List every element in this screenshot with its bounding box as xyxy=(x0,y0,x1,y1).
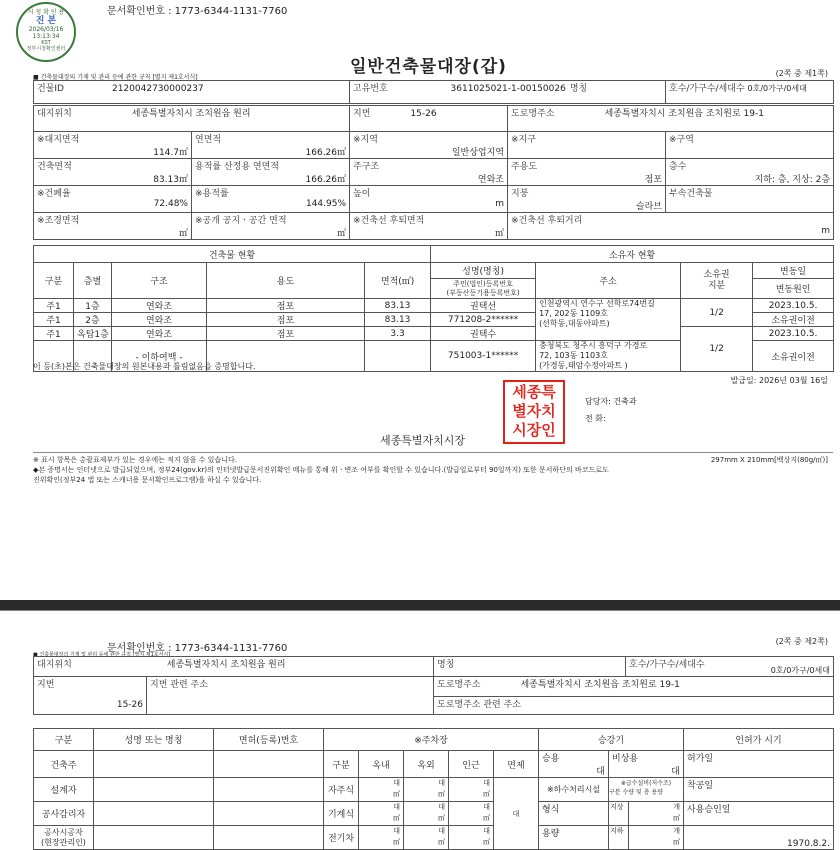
owner-regno: 751003-1****** xyxy=(431,341,536,372)
setback-distance: m xyxy=(821,226,831,236)
main-structure: 연와조 xyxy=(477,175,505,185)
units-cell: 호수/가구수/세대수 0호/0가구/0세대 xyxy=(626,657,834,677)
road-address-cell: 도로명주소 세종특별자치시 조치원읍 조치원로 19-1 xyxy=(434,677,834,697)
page2-detail-table: 구분 성명 또는 명칭 면허(등록)번호 ※주차장 승강기 인허가 시기 건축주 구분 옥내 옥외 인근 면제 승용 대 비상용 대 허가일 설계자 자주식 대 ㎡ 대 ㎡ 대 ㎡ 대 ※하수처리시설 ※급수설비(저수조) 구분 수량 및 총 용량 착공일 공사감리자 기계식 대 ㎡ 대 ㎡ 대 ㎡ 형식 지상 개 ㎡ 사용승인일 공사시공자 (현장관리인) 전기차 대 ㎡ 대 ㎡ 대 ㎡ 용량 지하 개 ㎡ 1970.8.2. xyxy=(33,728,834,850)
far-cell: ※용적률 144.95% xyxy=(192,186,350,213)
roof-cell: 지붕 슬라브 xyxy=(508,186,666,213)
road-address: 세종특별자치시 조치원읍 조치원로 19-1 xyxy=(604,109,764,119)
site-area-cell: ※대지면적 114.7㎡ xyxy=(34,132,192,159)
far-area: 166.26㎡ xyxy=(305,175,347,185)
lot-related-cell: 지번 관련 주소 xyxy=(147,677,434,715)
page-separator xyxy=(0,600,840,611)
building-id-cell: 건물ID 2120042730000237 xyxy=(34,81,350,105)
row-label-supervisor: 공사감리자 xyxy=(34,802,94,826)
col-header-use: 용도 xyxy=(207,263,365,299)
permit-title: 인허가 시기 xyxy=(684,729,834,751)
owner-address: 인천광역시 연수구 선학로74번길 17, 202동 1109호 (선학동,대동아파트) xyxy=(536,299,681,341)
permit-date-cell: 허가일 xyxy=(684,751,834,778)
col-header-address: 주소 xyxy=(536,263,681,299)
status-table xyxy=(33,245,834,372)
floors-cell: 층수 지하: 층, 지상: 2층 xyxy=(666,159,834,186)
footer-note-2: ◆본 증명서는 인터넷으로 발급되었으며, 정부24(gov.kr)의 인터넷발급문서진위확인 메뉴를 통해 위ㆍ변조 여부를 확인할 수 있습니다.(발급일로부터 90일까지) 또한 문서하단의 바코드로도 xyxy=(33,466,609,474)
approval-date-cell: 사용승인일 xyxy=(684,802,834,826)
water-supply-cell: ※급수설비(저수조) 구분 수량 및 총 용량 xyxy=(609,778,684,802)
seal-top-text: 시 청 확 인 용 xyxy=(27,9,65,16)
start-date-cell: 착공일 xyxy=(684,778,834,802)
site-location-cell: 대지위치 세종특별자치시 조치원읍 원리 xyxy=(34,105,350,132)
district-cell: ※지구 xyxy=(508,132,666,159)
owner-change-cause: 소유권이전 xyxy=(753,341,834,372)
name-cell: 명칭 xyxy=(434,657,626,677)
legal-basis: ■ 건축물대장의 기재 및 관리 등에 관한 규칙 [별지 제1호서식] xyxy=(33,74,198,81)
col-header-license: 면허(등록)번호 xyxy=(214,729,324,751)
table-row: 주1 1층 연와조 점포 83.13 권택선 인천광역시 연수구 선학로74번길 17, 202동 1109호 (선학동,대동아파트) 1/2 2023.10.5. xyxy=(34,299,834,313)
seal-tz: KST xyxy=(41,40,51,46)
owner-regno: 771208-2****** xyxy=(431,313,536,327)
owner-share: 1/2 xyxy=(681,327,753,372)
footer-note-3: 진위확인(정부24 앱 또는 스캐너용 문서확인프로그램)을 하실 수 있습니다. xyxy=(33,476,262,484)
type-label: 형식 xyxy=(539,802,609,826)
page-2 xyxy=(0,611,840,849)
building-area-cell: 건축면적 83.13㎡ xyxy=(34,159,192,186)
official-stamp: 세종특 별자치 시장인 xyxy=(503,380,565,444)
open-space-cell: ※공개 공지ㆍ공간 면적 ㎡ xyxy=(192,213,350,240)
page-title: 일반건축물대장(갑) xyxy=(350,57,507,77)
units-cell: 호수/가구수/세대수 0호/0가구/0세대 xyxy=(666,81,834,105)
sector-cell: ※구역 xyxy=(666,132,834,159)
unique-no-cell: 3611025021-1-00150026 명칭 xyxy=(508,81,666,105)
col-header-floor: 층별 xyxy=(74,263,112,299)
seal-time: 13:13:34 xyxy=(32,33,60,40)
owner-status-title: 소유자 현황 xyxy=(431,246,834,263)
end-mark: - 이하여백 - xyxy=(112,341,207,372)
legal-basis: ■ 건축물대장의 기재 및 관리 등에 관한 규칙 [별지 제1호서식] xyxy=(33,652,171,658)
open-space-area: ㎡ xyxy=(337,229,347,239)
summary-table xyxy=(33,80,834,240)
seal-bottom-text: 정부시청확인센터 xyxy=(26,46,66,52)
landscape-area: ㎡ xyxy=(178,229,188,239)
building-id: 2120042730000237 xyxy=(111,84,204,94)
road-related-cell: 도로명주소 관련 주소 xyxy=(434,697,834,715)
row-label-designer: 설계자 xyxy=(34,778,94,802)
contact-department: 담당자: 건축과 xyxy=(585,397,637,406)
building-status-title: 건축물 현황 xyxy=(34,246,431,263)
road-address-cell: 도로명주소 세종특별자치시 조치원읍 조치원로 19-1 xyxy=(508,105,834,132)
building-area: 83.13㎡ xyxy=(153,175,188,185)
seal-mark: 진 본 xyxy=(35,16,57,26)
landscape-cell: ※조경면적 ㎡ xyxy=(34,213,192,240)
main-use: 점포 xyxy=(644,175,663,185)
page-info: (2쪽 중 제1쪽) xyxy=(775,69,828,78)
col-header-area: 면적(㎡) xyxy=(365,263,431,299)
issuer: 세종특별자치시장 xyxy=(380,434,466,447)
site-location: 세종특별자치시 조치원읍 원리 xyxy=(166,660,286,670)
col-header-name: 성명 또는 명칭 xyxy=(94,729,214,751)
setback-area: ㎡ xyxy=(495,229,505,239)
elevator-emergency: 비상용 대 xyxy=(609,751,684,778)
page2-header-table xyxy=(33,656,834,715)
issue-date: 발급일: 2026년 03월 16일 xyxy=(730,376,828,385)
bcr-cell: ※건폐율 72.48% xyxy=(34,186,192,213)
zone: 일반상업지역 xyxy=(451,148,505,158)
elevator-title: 승강기 xyxy=(539,729,684,751)
zone-cell: ※지역 일반상업지역 xyxy=(350,132,508,159)
col-header-change-date: 변동일 xyxy=(753,263,834,279)
col-header-category: 구분 xyxy=(34,263,74,299)
page-info: (2쪽 중 제2쪽) xyxy=(775,637,828,646)
lot-number: 15-26 xyxy=(410,109,437,119)
annex-cell: 부속건축물 xyxy=(666,186,834,213)
site-location: 세종특별자치시 조치원읍 원리 xyxy=(131,109,251,119)
total-area-cell: 연면적 166.26㎡ xyxy=(192,132,350,159)
parking-title: ※주차장 xyxy=(324,729,539,751)
doc-confirm-number: 문서확인번호 : 1773-6344-1131-7760 xyxy=(107,6,288,17)
approval-date: 1970.8.2. xyxy=(684,826,834,850)
owner-name: 권택수 xyxy=(431,327,536,341)
height: m xyxy=(495,199,505,209)
lot-cell: 지번 15-26 xyxy=(350,105,508,132)
setback-area-cell: ※건축선 후퇴면적 ㎡ xyxy=(350,213,508,240)
floors: 지하: 층, 지상: 2층 xyxy=(754,175,831,185)
table-row: 주1 옥탑1층 연와조 점포 3.3 권택수 1/2 2023.10.5. xyxy=(34,327,834,341)
doc-confirm-number: 문서확인번호 : 1773-6344-1131-7760 xyxy=(107,643,288,654)
setback-dist-cell: ※건축선 후퇴거리 m xyxy=(508,213,834,240)
col-header-share: 소유권 지분 xyxy=(681,263,753,299)
footer-divider xyxy=(33,452,833,453)
certify-text: 이 등(초)본은 건축물대장의 원본내용과 틀림없음을 증명합니다. xyxy=(33,362,256,371)
contact-phone: 전 화: xyxy=(585,414,606,423)
row-label-owner: 건축주 xyxy=(34,751,94,778)
floor-area-ratio: 144.95% xyxy=(305,199,347,209)
verification-seal xyxy=(16,2,76,62)
owner-change-date: 2023.10.5. xyxy=(753,299,834,313)
height-cell: 높이 m xyxy=(350,186,508,213)
site-location-cell: 대지위치 세종특별자치시 조치원읍 원리 xyxy=(34,657,434,677)
table-row: 주1 2층 연와조 점포 83.13 771208-2****** 소유권이전 xyxy=(34,313,834,327)
footer-note-1: ※ 표시 항목은 총괄표제부가 있는 경우에는 적지 않을 수 있습니다. xyxy=(33,456,237,464)
total-area: 166.26㎡ xyxy=(305,148,347,158)
site-area: 114.7㎡ xyxy=(153,148,188,158)
units-value: 0호/0가구/0세대 xyxy=(747,84,807,93)
col-header-structure: 구조 xyxy=(112,263,207,299)
far-area-cell: 용적률 산정용 연면적 166.26㎡ xyxy=(192,159,350,186)
owner-share: 1/2 xyxy=(681,299,753,327)
unique-no-label-cell: 고유번호 xyxy=(350,81,508,105)
unique-no: 3611025021-1-00150026 xyxy=(450,84,566,94)
units-value: 0호/0가구/0세대 xyxy=(770,666,830,675)
road-address: 세종특별자치시 조치원읍 조치원로 19-1 xyxy=(520,680,680,690)
elevator-passenger: 승용 대 xyxy=(539,751,609,778)
lot-cell: 지번 15-26 xyxy=(34,677,147,715)
sewage-label: ※하수처리시설 xyxy=(539,778,609,802)
owner-change-cause: 소유권이전 xyxy=(753,313,834,327)
roof: 슬라브 xyxy=(635,202,663,212)
col-header-category: 구분 xyxy=(34,729,94,751)
seal-date: 2026/03/16 xyxy=(28,26,64,33)
row-label-contractor: 공사시공자 (현장관리인) xyxy=(34,826,94,850)
building-coverage-ratio: 72.48% xyxy=(153,199,188,209)
col-header-owner-name: 성명(명칭) xyxy=(431,263,536,279)
col-header-change-cause: 변동원인 xyxy=(753,279,834,299)
paper-size: 297mm X 210mm[백상지(80g/㎡)] xyxy=(710,456,828,464)
capacity-label: 용량 xyxy=(539,826,609,850)
structure-cell: 주구조 연와조 xyxy=(350,159,508,186)
owner-change-date: 2023.10.5. xyxy=(753,327,834,341)
col-header-regno: 주민(법인)등록번호 (부동산등기용등록번호) xyxy=(431,279,536,299)
owner-address: 충청북도 청주시 흥덕구 가경로 72, 103동 1103호 (가경동,태암수정아파트 ) xyxy=(536,341,681,372)
owner-name: 권택선 xyxy=(431,299,536,313)
main-use-cell: 주용도 점포 xyxy=(508,159,666,186)
lot-number: 15-26 xyxy=(116,700,143,710)
